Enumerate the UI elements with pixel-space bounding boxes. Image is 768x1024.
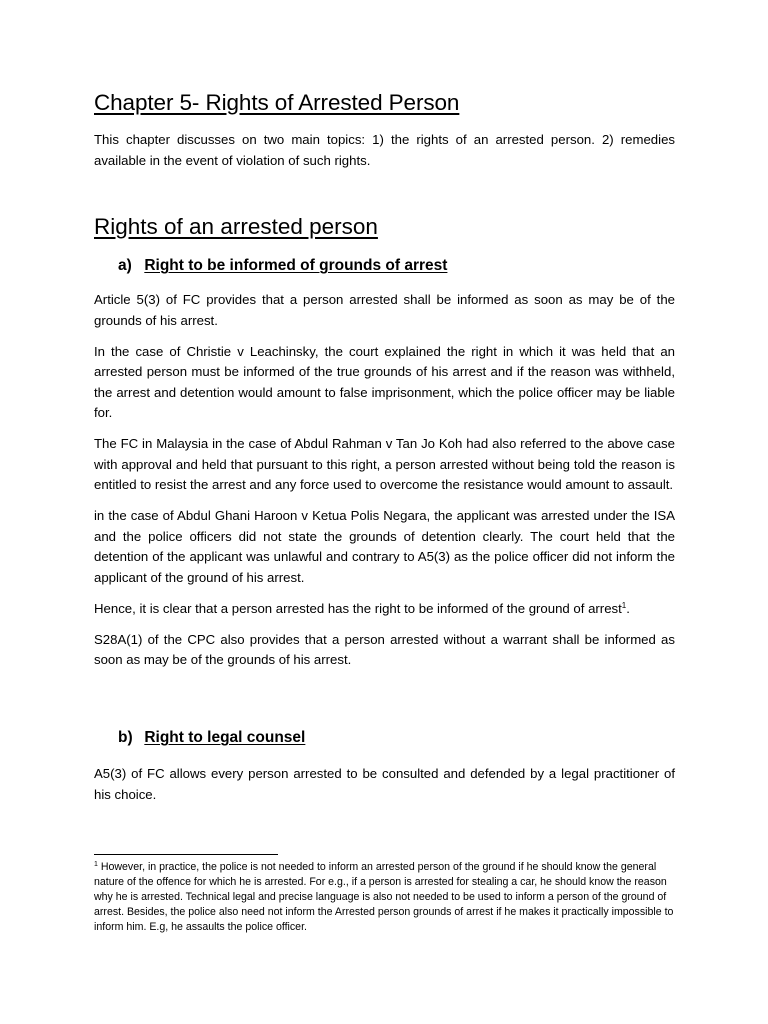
section-title: Rights of an arrested person: [94, 214, 378, 239]
cpc-paragraph: S28A(1) of the CPC also provides that a person arrested without a warrant shall be informed as soon as may be of the grounds of his arrest.: [94, 631, 675, 667]
paragraph: in the case of Abdul Ghani Haroon v Ketua Polis Negara, the applicant was arrested under the ISA and the police officers did not state the grounds of detention clearly. The court held that the detention of the applicant was unlawful and contrary to A5(3) as the police officer did not inform the applicant of the ground of his arrest.: [94, 508, 675, 585]
subsection-a-marker: a): [118, 257, 132, 274]
conclusion-paragraph: [94, 599, 675, 620]
subsection-b-marker: b): [118, 729, 133, 746]
paragraph: In the case of Christie v Leachinsky, the court explained the right in which it was held that an arrested person must be informed of the true grounds of his arrest and if the reason was withheld, the arrest and detention would amount to false imprisonment, which the police officer may be liable for.: [94, 343, 675, 420]
footnote-divider: [94, 854, 278, 855]
conclusion-period: .: [626, 600, 630, 616]
footnote: [94, 860, 675, 935]
subsection-a-heading: [118, 257, 447, 275]
intro-section: [94, 130, 675, 171]
conclusion-text: Hence, it is clear that a person arrested has the right to be informed of the ground of arrest: [94, 600, 622, 616]
intro-paragraph: This chapter discusses on two main topics: 1) the rights of an arrested person. 2) remedies available in the event of violation of such rights.: [94, 132, 675, 168]
paragraph: The FC in Malaysia in the case of Abdul Rahman v Tan Jo Koh had also referred to the above case with approval and held that pursuant to this right, a person arrested without being told the reason is entitled to resist the arrest and any force used to overcome the resistance would amount to assault.: [94, 436, 675, 492]
subsection-b-heading: [118, 729, 305, 747]
paragraph: Article 5(3) of FC provides that a person arrested shall be informed as soon as may be of the grounds of his arrest.: [94, 292, 675, 328]
chapter-title: Chapter 5- Rights of Arrested Person: [94, 90, 460, 115]
paragraph: A5(3) of FC allows every person arrested to be consulted and defended by a legal practitioner of his choice.: [94, 766, 675, 802]
subsection-b-body: [94, 764, 675, 805]
footnote-reference[interactable]: 1: [621, 600, 627, 610]
subsection-a-body: [94, 290, 675, 681]
footnote-text: However, in practice, the police is not needed to inform an arrested person of the ground if he should know the general nature of the offence for which he is arrested. For e.g., if a person is arrested for stealing a car, he should know the reason why he is arrested. Technical legal and precise language is also not needed to be used to inform a person of the ground of arrest. Besides, the police also need not inform the Arrested person grounds of arrest if he makes it practically impossible to inform him. E.g, he assaults the police officer.: [94, 861, 674, 933]
subsection-b-title: Right to legal counsel: [144, 729, 306, 746]
subsection-a-title: Right to be informed of grounds of arrest: [144, 257, 448, 274]
footnote-number: 1: [94, 861, 98, 868]
